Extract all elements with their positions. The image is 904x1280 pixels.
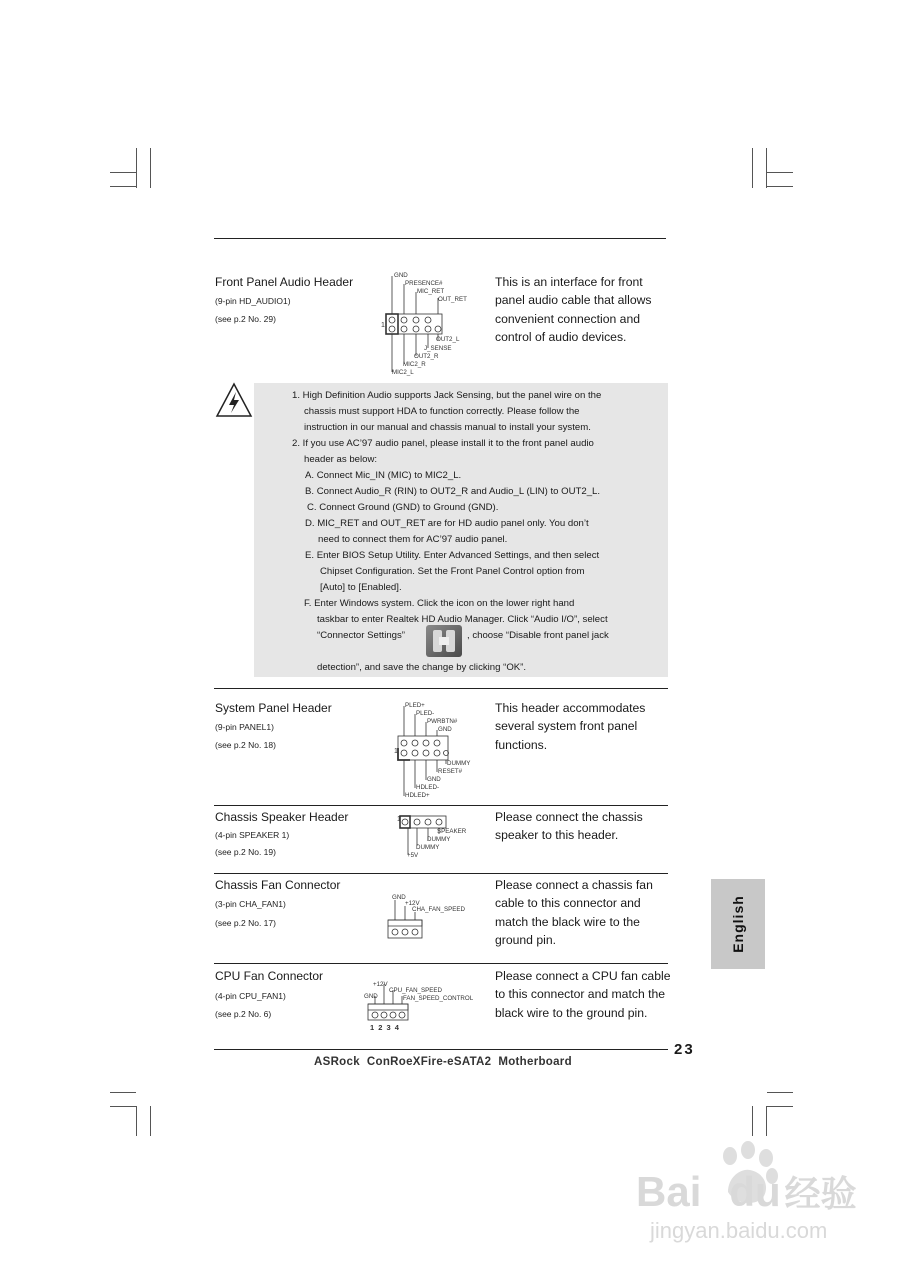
speaker-pin-label: DUMMY (416, 844, 440, 851)
audio-pin-label: OUT2_L (436, 336, 460, 343)
crop-mark (110, 1106, 136, 1107)
speaker-header-title: Chassis Speaker Header (215, 810, 349, 824)
speaker-header-ref: (see p.2 No. 19) (215, 847, 276, 857)
system-panel-pin-label: GND (438, 726, 452, 733)
note-line: 1. High Definition Audio supports Jack Sensing, but the panel wire on the (292, 390, 602, 401)
page-number: 23 (674, 1041, 695, 1058)
crop-mark (767, 186, 793, 187)
crop-mark (752, 148, 753, 188)
section-divider (214, 805, 668, 806)
language-tab-label: English (730, 895, 746, 953)
crop-mark (110, 172, 136, 173)
chassis-fan-pin-label: CHA_FAN_SPEED (412, 906, 465, 913)
system-panel-pin-label: PLED+ (405, 702, 425, 709)
section-divider (214, 873, 668, 874)
note-line: Chipset Configuration. Set the Front Panel Control option from (320, 566, 585, 577)
speaker-pin-label: SPEAKER (437, 828, 467, 835)
chassis-fan-pins: (3-pin CHA_FAN1) (215, 899, 286, 909)
header-rule (214, 238, 666, 239)
footer-rule (214, 1049, 668, 1050)
note-line: B. Connect Audio_R (RIN) to OUT2_R and Audio_L (LIN) to OUT2_L. (305, 486, 601, 497)
crop-mark (766, 148, 767, 188)
crop-mark (767, 172, 793, 173)
system-panel-pin-label: HDLED- (416, 784, 440, 791)
crop-mark (150, 1106, 151, 1136)
crop-mark (110, 1092, 136, 1093)
crop-mark (150, 148, 151, 188)
system-panel-pin-label: DUMMY (447, 760, 471, 767)
language-tab (711, 879, 765, 969)
watermark-brand-b: du (729, 1168, 781, 1215)
note-line: “Connector Settings” (317, 630, 405, 641)
note-line: C. Connect Ground (GND) to Ground (GND). (307, 502, 499, 513)
note-line: E. Enter BIOS Setup Utility. Enter Advanced Settings, and then select (305, 550, 600, 561)
system-panel-pin-label: HDLED+ (405, 792, 430, 799)
speaker-pin-label: +5V (407, 852, 419, 859)
audio-pin-label: GND (394, 272, 408, 279)
cpu-fan-pin-label: CPU_FAN_SPEED (389, 987, 442, 994)
cpu-fan-pin-label: FAN_SPEED_CONTROL (403, 995, 474, 1002)
system-panel-pin1-marker: 1 (394, 748, 398, 755)
chassis-fan-description: Please connect a chassis fan cable to this connector and match the black wire to the ground pin. (495, 878, 653, 948)
audio-header-description: This is an interface for front panel audio cable that allows convenient connection and control of audio devices. (495, 275, 652, 345)
cpu-fan-ref: (see p.2 No. 6) (215, 1009, 272, 1019)
note-line: instruction in our manual and chassis manual to install your system. (304, 422, 591, 433)
watermark-url: jingyan.baidu.com (650, 1218, 828, 1243)
cpu-fan-description: Please connect a CPU fan cable to this connector and match the black wire to the ground pin. (495, 969, 671, 1020)
chassis-fan-ref: (see p.2 No. 17) (215, 918, 276, 928)
watermark-brand-a: Bai (636, 1168, 702, 1215)
system-panel-pin-label: PWRBTN# (427, 718, 458, 725)
crop-mark (136, 1106, 137, 1136)
crop-mark (752, 1106, 753, 1136)
watermark-brand-cn: 经验 (784, 1173, 857, 1214)
system-panel-ref: (see p.2 No. 18) (215, 740, 276, 750)
audio-pin-label: MIC_RET (417, 288, 445, 295)
system-panel-pin-label: GND (427, 776, 441, 783)
crop-mark (110, 186, 136, 187)
audio-pin-label: J_SENSE (424, 345, 452, 352)
chassis-fan-pin-label: +12V (405, 900, 420, 907)
note-line: A. Connect Mic_IN (MIC) to MIC2_L. (305, 470, 462, 481)
chassis-fan-title: Chassis Fan Connector (215, 878, 341, 892)
note-line: detection”, and save the change by clicking “OK”. (317, 662, 527, 673)
audio-header-title: Front Panel Audio Header (215, 275, 354, 289)
cpu-fan-pin-label: +12V (373, 981, 388, 988)
audio-pin-label: OUT_RET (438, 296, 467, 303)
note-line: chassis must support HDA to function correctly. Please follow the (304, 406, 580, 417)
note-line: , choose “Disable front panel jack (467, 630, 609, 641)
audio-pin-label: MIC2_L (392, 369, 414, 376)
note-line: F. Enter Windows system. Click the icon on the lower right hand (304, 598, 575, 609)
footer-product: ASRock ConRoeXFire-eSATA2 Motherboard (314, 1056, 572, 1068)
note-line: taskbar to enter Realtek HD Audio Manager. Click “Audio I/O”, select (317, 614, 608, 625)
note-line: [Auto] to [Enabled]. (320, 582, 402, 593)
chassis-fan-pin-label: GND (392, 894, 406, 901)
audio-pin1-marker: 1 (381, 322, 385, 329)
crop-mark (767, 1092, 793, 1093)
section-divider (214, 688, 668, 689)
audio-pin-label: MIC2_R (403, 361, 426, 368)
note-line: need to connect them for AC’97 audio panel. (318, 534, 508, 545)
speaker-header-pins: (4-pin SPEAKER 1) (215, 830, 290, 840)
cpu-fan-pin-label: GND (364, 993, 378, 1000)
cpu-fan-pins: (4-pin CPU_FAN1) (215, 991, 286, 1001)
system-panel-pin-label: PLED- (416, 710, 435, 717)
watermark-brand (636, 1166, 857, 1217)
note-line: header as below: (304, 454, 378, 465)
audio-pin-label: OUT2_R (414, 353, 439, 360)
system-panel-pin-label: RESET# (438, 768, 463, 775)
crop-mark (136, 148, 137, 188)
system-panel-title: System Panel Header (215, 701, 332, 715)
audio-pin-label: PRESENCE# (405, 280, 443, 287)
speaker-header-description: Please connect the chassis speaker to this header. (495, 810, 643, 843)
note-line: D. MIC_RET and OUT_RET are for HD audio panel only. You don’t (305, 518, 589, 529)
audio-header-ref: (see p.2 No. 29) (215, 314, 276, 324)
cpu-fan-title: CPU Fan Connector (215, 969, 324, 983)
speaker-pin-label: DUMMY (427, 836, 451, 843)
crop-mark (767, 1106, 793, 1107)
cpu-fan-pin-numbers: 1 2 3 4 (370, 1023, 400, 1032)
section-divider (214, 963, 668, 964)
crop-mark (766, 1106, 767, 1136)
note-line: 2. If you use AC’97 audio panel, please install it to the front panel audio (292, 438, 594, 449)
speaker-pin1-marker: 1 (397, 816, 401, 823)
realtek-audio-manager-icon (425, 624, 463, 658)
system-panel-pins: (9-pin PANEL1) (215, 722, 274, 732)
audio-header-pins: (9-pin HD_AUDIO1) (215, 296, 291, 306)
warning-icon (214, 381, 254, 421)
system-panel-description: This header accommodates several system front panel functions. (495, 701, 646, 752)
